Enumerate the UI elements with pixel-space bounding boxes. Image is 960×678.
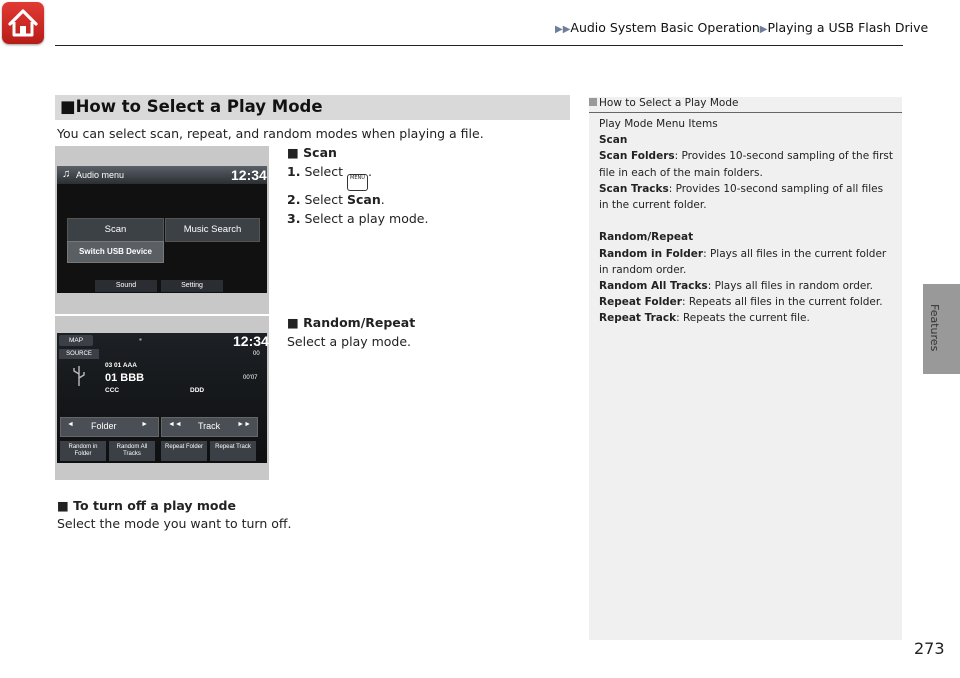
repeat-folder-button[interactable]: Repeat Folder: [161, 441, 207, 461]
screen-clock: 12:34: [231, 167, 267, 183]
section-title-text: How to Select a Play Mode: [75, 97, 323, 116]
breadcrumb: [555, 20, 928, 35]
scan-heading: ■ Scan: [287, 145, 337, 160]
breadcrumb-link-audio-basic[interactable]: Audio System Basic Operation: [570, 20, 760, 35]
folder-control[interactable]: ◄ Folder ►: [60, 417, 159, 437]
section-marker: ■: [60, 97, 76, 116]
scan-step-3: 3. Select a play mode.: [287, 210, 429, 226]
random-repeat-text: Select a play mode.: [287, 334, 412, 349]
setting-button[interactable]: Setting: [161, 280, 223, 292]
usb-playback-screen: [57, 333, 267, 463]
track-prev-icon[interactable]: ◄◄: [168, 421, 182, 428]
track-next-icon[interactable]: ►►: [237, 421, 251, 428]
repeat-track-button[interactable]: Repeat Track: [210, 441, 256, 461]
scan-steps: [287, 163, 428, 228]
folder-prev-icon[interactable]: ◄: [67, 421, 74, 428]
random-repeat-heading: ■ Random/Repeat: [287, 315, 416, 330]
track-number: 00: [253, 351, 260, 357]
screen-clock: 12:34: [233, 333, 269, 349]
sidebar-note-body: Play Mode Menu Items Scan Scan Folders: Provides 10-second sampling of the first file in each of the main folders. Scan Tracks: Provides 10-second sampling of all files in the current folder. Random/Repeat Random in Folder: Plays all files in the current folder in random order. Random All Tracks: Plays all files in random order. Repeat Folder: Repeats all files in the current folder. Repeat Track: Repeats the current file.: [599, 118, 894, 325]
scan-button[interactable]: Scan: [67, 218, 164, 242]
note-marker-icon: [589, 98, 597, 106]
music-search-button[interactable]: Music Search: [165, 218, 260, 242]
breadcrumb-link-usb[interactable]: Playing a USB Flash Drive: [767, 20, 929, 35]
sidebar-note-divider: [589, 112, 902, 113]
screen-title: Audio menu: [76, 170, 125, 180]
scan-step-1: 1. Select MENU .: [287, 163, 428, 191]
album-name: DDD: [190, 387, 205, 394]
breadcrumb-arrow-icon: ▶: [759, 24, 768, 35]
folder-name: 03 01 AAA: [105, 362, 137, 369]
intro-text: You can select scan, repeat, and random modes when playing a file.: [57, 126, 484, 141]
track-control[interactable]: ◄◄ Track ►►: [161, 417, 258, 437]
audio-menu-screen: [57, 166, 267, 293]
home-icon: [2, 2, 44, 44]
header-divider: [55, 45, 903, 46]
random-in-folder-button[interactable]: Random in Folder: [60, 441, 106, 461]
turn-off-heading: ■ To turn off a play mode: [57, 498, 236, 513]
usb-playback-screenshot-frame: [55, 316, 269, 480]
sidebar-note-heading: How to Select a Play Mode: [589, 97, 738, 109]
breadcrumb-arrow-icon: ▶▶: [555, 24, 571, 35]
home-button[interactable]: [2, 2, 44, 44]
artist-name: CCC: [105, 387, 120, 394]
section-title: [60, 97, 323, 116]
scan-step-2: 2. Select Scan.: [287, 192, 385, 207]
sound-button[interactable]: Sound: [95, 280, 157, 292]
switch-usb-device-button[interactable]: Switch USB Device: [67, 241, 164, 263]
audio-menu-screenshot-frame: [55, 146, 269, 314]
usb-icon: [72, 365, 86, 387]
chapter-tab-label: Features: [928, 304, 941, 352]
elapsed-time: 00'07: [243, 375, 258, 381]
page-number: 273: [914, 639, 945, 658]
random-all-tracks-button[interactable]: Random All Tracks: [109, 441, 155, 461]
map-button[interactable]: MAP: [59, 335, 93, 346]
folder-next-icon[interactable]: ►: [141, 421, 148, 428]
screen-status-icon: ▪: [139, 335, 142, 344]
source-button[interactable]: SOURCE: [59, 349, 99, 359]
turn-off-text: Select the mode you want to turn off.: [57, 516, 292, 531]
track-title: 01 BBB: [105, 372, 145, 384]
menu-key-icon: MENU: [347, 174, 368, 191]
music-note-icon: ♫: [62, 168, 71, 180]
